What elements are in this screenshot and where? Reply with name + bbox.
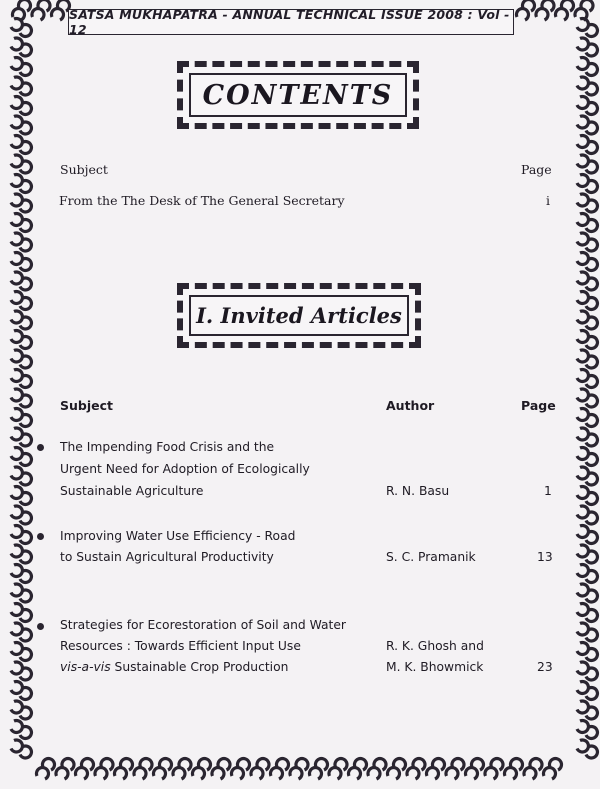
invited-articles-title-box	[177, 283, 421, 348]
article-2-title-line-2[interactable]: to Sustain Agricultural Productivity	[60, 550, 274, 564]
section1-subject-header: Subject	[60, 162, 108, 177]
article-1-title-line-3[interactable]: Sustainable Agriculture	[60, 484, 204, 498]
article-3-vis-a-vis: vis-a-vis	[60, 660, 111, 674]
article-2-page: 13	[537, 550, 553, 564]
article-3-page: 23	[537, 660, 553, 674]
article-3-author-2: M. K. Bhowmick	[386, 660, 484, 674]
section2-page-header: Page	[521, 398, 556, 413]
contents-title-box	[177, 61, 419, 129]
section2-author-header: Author	[386, 398, 435, 413]
toc-entry-general-secretary-page: i	[546, 193, 550, 208]
article-3-title-line-3-text: Sustainable Crop Production	[114, 660, 289, 674]
journal-header-text: SATSA MUKHAPATRA - ANNUAL TECHNICAL ISSUE 2008 : Vol - 12	[69, 7, 510, 37]
article-2-author: S. C. Pramanik	[386, 550, 476, 564]
bullet-icon	[37, 623, 44, 630]
article-3-author-1: R. K. Ghosh and	[386, 639, 484, 653]
journal-header	[68, 9, 514, 35]
contents-title: CONTENTS	[202, 79, 394, 111]
article-3-title-line-2[interactable]: Resources : Towards Efficient Input Use	[60, 639, 301, 653]
toc-entry-general-secretary[interactable]: From the The Desk of The General Secretary	[59, 193, 345, 208]
section2-subject-header: Subject	[60, 398, 113, 413]
article-3-title-line-3[interactable]	[60, 659, 288, 675]
article-1-title-line-2[interactable]: Urgent Need for Adoption of Ecologically	[60, 462, 310, 476]
article-1-title-line-1[interactable]: The Impending Food Crisis and the	[60, 440, 275, 454]
bullet-icon	[37, 444, 44, 451]
article-2-title-line-1[interactable]: Improving Water Use Efficiency - Road	[60, 529, 296, 543]
section1-page-header: Page	[521, 162, 552, 177]
invited-articles-title: I. Invited Articles	[196, 303, 402, 328]
article-3-title-line-1[interactable]: Strategies for Ecorestoration of Soil and Water	[60, 618, 346, 632]
article-1-author: R. N. Basu	[386, 484, 450, 498]
bullet-icon	[37, 533, 44, 540]
article-1-page: 1	[544, 484, 552, 498]
